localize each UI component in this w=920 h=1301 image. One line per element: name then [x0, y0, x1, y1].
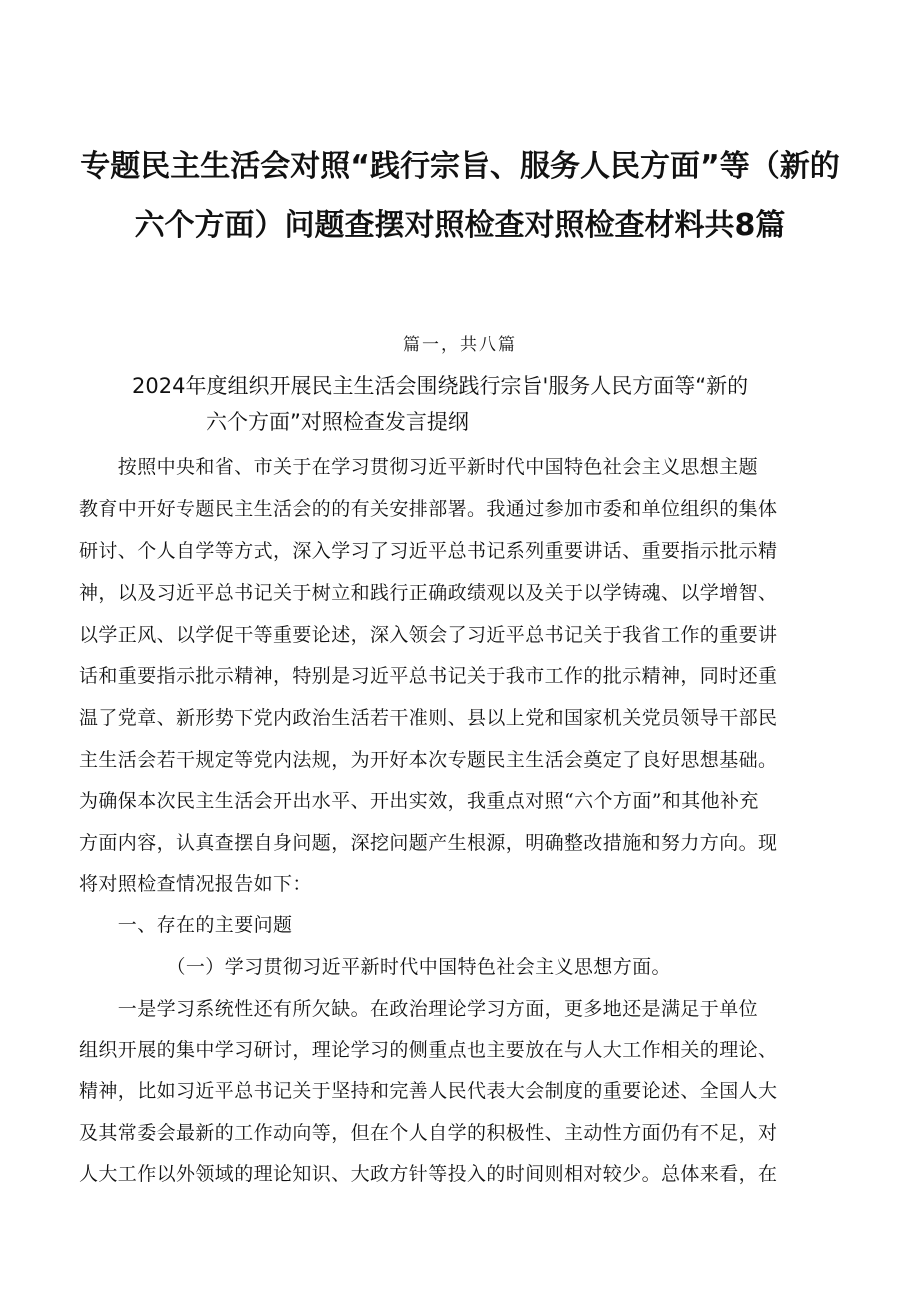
body-line: 精神，比如习近平总书记关于坚持和完善人民代表大会制度的重要论述、全国人大 [79, 1080, 778, 1102]
document-title-line-2: 六个方面）问题查摆对照检查对照检查材料共8篇 [134, 208, 786, 243]
series-label: 篇一，共八篇 [403, 335, 517, 355]
body-line: 及其常委会最新的工作动向等，但在个人自学的积极性、主动性方面仍有不足，对 [79, 1122, 778, 1144]
body-line: 组织开展的集中学习研讨，理论学习的侧重点也主要放在与人大工作相关的理论、 [79, 1039, 778, 1061]
subsection-heading: （一）学习贯彻习近平新时代中国特色社会主义思想方面。 [79, 956, 671, 978]
body-line: 温了党章、新形势下党内政治生活若干准则、县以上党和国家机关党员领导干部民 [79, 707, 778, 729]
body-line: 人大工作以外领域的理论知识、大政方针等投入的时间则相对较少。总体来看，在 [79, 1163, 778, 1185]
body-line: 按照中央和省、市关于在学习贯彻习近平新时代中国特色社会主义思想主题 [79, 456, 759, 478]
body-line: 话和重要指示批示精神，特别是习近平总书记关于我市工作的批示精神，同时还重 [79, 665, 778, 687]
body-line: 一是学习系统性还有所欠缺。在政治理论学习方面，更多地还是满足于单位 [79, 998, 759, 1020]
section-heading: 一、存在的主要问题 [79, 914, 293, 936]
body-line: 方面内容，认真查摆自身问题，深挖问题产生根源，明确整改措施和努力方向。现 [79, 832, 778, 854]
body-line: 主生活会若干规定等党内法规，为开好本次专题民主生活会奠定了良好思想基础。 [79, 749, 778, 771]
document-title-line-1: 专题民主生活会对照“践行宗旨、服务人民方面”等（新的 [80, 149, 840, 184]
body-line: 以学正风、以学促干等重要论述，深入领会了习近平总书记关于我省工作的重要讲 [79, 624, 778, 646]
body-line: 神，以及习近平总书记关于树立和践行正确政绩观以及关于以学铸魂、以学增智、 [79, 582, 778, 604]
body-line: 为确保本次民主生活会开出水平、开出实效，我重点对照“六个方面”和其他补充 [79, 790, 759, 812]
body-line: 将对照检查情况报告如下： [79, 873, 312, 895]
subtitle-line-2: 六个方面”对照检查发言提纲 [206, 410, 469, 434]
body-line: 研讨、个人自学等方式，深入学习了习近平总书记系列重要讲话、重要指示批示精 [79, 540, 778, 562]
body-line: 教育中开好专题民主生活会的的有关安排部署。我通过参加市委和单位组织的集体 [79, 498, 778, 520]
subtitle-line-1: 2024年度组织开展民主生活会围绕践行宗旨'服务人民方面等“新的 [132, 374, 749, 398]
